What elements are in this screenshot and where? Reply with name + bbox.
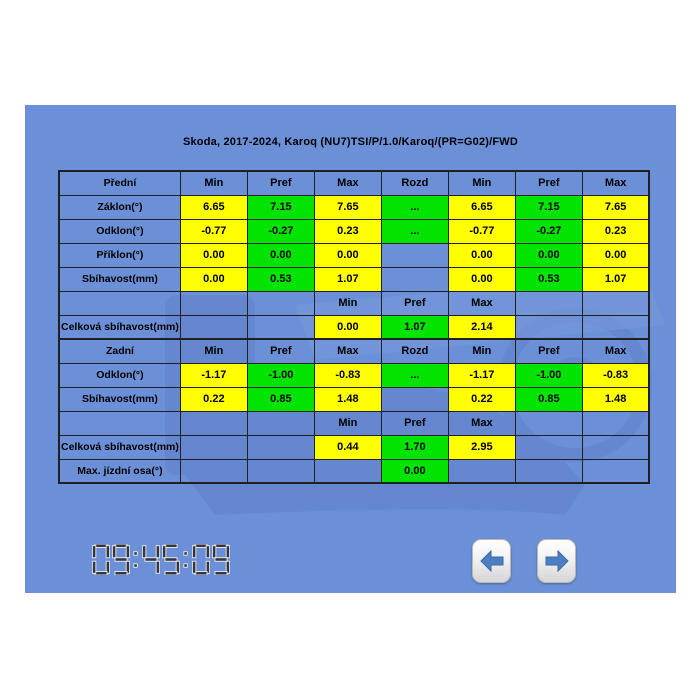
- previous-button[interactable]: [472, 539, 511, 583]
- spec-value-cell: [247, 291, 314, 315]
- spec-value-cell: 0.00: [448, 267, 515, 291]
- spec-value-cell: [582, 291, 649, 315]
- row-label-cell: [59, 411, 180, 435]
- spec-value-cell: Max: [448, 291, 515, 315]
- spec-value-cell: Min: [448, 171, 515, 195]
- spec-value-cell: [180, 315, 247, 339]
- front-sai-row: [59, 243, 649, 267]
- spec-value-cell: [247, 435, 314, 459]
- front-total-toe-row: [59, 315, 649, 339]
- rear-camber-row: [59, 363, 649, 387]
- spec-value-cell: 0.00: [381, 459, 448, 483]
- spec-value-cell: Max: [582, 171, 649, 195]
- spec-value-cell: 6.65: [180, 195, 247, 219]
- spec-value-cell: [381, 387, 448, 411]
- spec-value-cell: 1.48: [314, 387, 381, 411]
- clock-colon: [132, 544, 140, 575]
- clock-digit: [112, 544, 130, 575]
- vehicle-spec-title: Skoda, 2017-2024, Karoq (NU7)TSI/P/1.0/Karoq/(PR=G02)/FWD: [182, 136, 519, 148]
- row-label-cell: Sbíhavost(mm): [59, 267, 180, 291]
- spec-value-cell: 6.65: [448, 195, 515, 219]
- clock-colon: [182, 544, 190, 575]
- spec-value-cell: Pref: [515, 339, 582, 363]
- spec-value-cell: 0.00: [582, 243, 649, 267]
- spec-value-cell: [314, 459, 381, 483]
- row-label-cell: Přední: [59, 171, 180, 195]
- spec-value-cell: [247, 315, 314, 339]
- spec-value-cell: 0.22: [448, 387, 515, 411]
- spec-value-cell: 0.22: [180, 387, 247, 411]
- front-caster-row: [59, 195, 649, 219]
- spec-value-cell: ...: [381, 363, 448, 387]
- spec-value-cell: Min: [180, 339, 247, 363]
- spec-value-cell: -0.83: [314, 363, 381, 387]
- spec-value-cell: 1.07: [381, 315, 448, 339]
- clock-digit: [192, 544, 210, 575]
- row-label-cell: Sbíhavost(mm): [59, 387, 180, 411]
- spec-value-cell: 1.70: [381, 435, 448, 459]
- spec-value-cell: -1.17: [180, 363, 247, 387]
- spec-value-cell: [247, 459, 314, 483]
- spec-value-cell: Pref: [381, 411, 448, 435]
- spec-value-cell: 0.85: [515, 387, 582, 411]
- clock-digit: [142, 544, 160, 575]
- spec-value-cell: -0.77: [448, 219, 515, 243]
- spec-value-cell: ...: [381, 195, 448, 219]
- spec-value-cell: Min: [314, 411, 381, 435]
- row-label-cell: [59, 291, 180, 315]
- left-arrow-icon: [478, 549, 506, 573]
- spec-value-cell: [515, 459, 582, 483]
- spec-value-cell: 7.65: [582, 195, 649, 219]
- spec-value-cell: Pref: [247, 171, 314, 195]
- clock-display: [92, 543, 230, 575]
- spec-table-body: [59, 171, 649, 483]
- spec-value-cell: [381, 267, 448, 291]
- front-header-row: [59, 171, 649, 195]
- spec-value-cell: [180, 435, 247, 459]
- spec-value-cell: 0.00: [180, 243, 247, 267]
- front-total-toe-header-row: [59, 291, 649, 315]
- spec-value-cell: Pref: [381, 291, 448, 315]
- clock-digit: [212, 544, 230, 575]
- row-label-cell: Max. jízdní osa(°): [59, 459, 180, 483]
- row-label-cell: Celková sbíhavost(mm): [59, 315, 180, 339]
- spec-value-cell: -0.27: [247, 219, 314, 243]
- spec-value-cell: -1.00: [515, 363, 582, 387]
- front-toe-row: [59, 267, 649, 291]
- spec-value-cell: 1.48: [582, 387, 649, 411]
- spec-value-cell: Max: [314, 171, 381, 195]
- spec-value-cell: Max: [314, 339, 381, 363]
- spec-value-cell: [582, 411, 649, 435]
- spec-value-cell: 7.15: [515, 195, 582, 219]
- spec-value-cell: [582, 459, 649, 483]
- clock-digit: [162, 544, 180, 575]
- spec-value-cell: [515, 291, 582, 315]
- spec-value-cell: 0.00: [314, 315, 381, 339]
- rear-header-row: [59, 339, 649, 363]
- spec-value-cell: [180, 459, 247, 483]
- spec-value-cell: -0.83: [582, 363, 649, 387]
- thrust-angle-row: [59, 459, 649, 483]
- spec-value-cell: Pref: [247, 339, 314, 363]
- spec-value-cell: [515, 411, 582, 435]
- spec-value-cell: 0.00: [448, 243, 515, 267]
- spec-value-cell: ...: [381, 219, 448, 243]
- row-label-cell: Zadní: [59, 339, 180, 363]
- spec-value-cell: [582, 435, 649, 459]
- alignment-spec-table: [58, 170, 650, 484]
- spec-value-cell: 0.85: [247, 387, 314, 411]
- spec-value-cell: 2.14: [448, 315, 515, 339]
- rear-total-toe-header-row: [59, 411, 649, 435]
- spec-value-cell: [180, 411, 247, 435]
- spec-value-cell: -1.17: [448, 363, 515, 387]
- spec-value-cell: Min: [180, 171, 247, 195]
- row-label-cell: Celková sbíhavost(mm): [59, 435, 180, 459]
- spec-value-cell: Max: [448, 411, 515, 435]
- spec-value-cell: Rozd: [381, 171, 448, 195]
- next-button[interactable]: [537, 539, 576, 583]
- spec-value-cell: 0.00: [180, 267, 247, 291]
- rear-toe-row: [59, 387, 649, 411]
- right-arrow-icon: [543, 549, 571, 573]
- spec-value-cell: Max: [582, 339, 649, 363]
- spec-value-cell: [582, 315, 649, 339]
- spec-value-cell: [381, 243, 448, 267]
- spec-value-cell: 0.44: [314, 435, 381, 459]
- row-label-cell: Odklon(°): [59, 219, 180, 243]
- spec-value-cell: 0.23: [314, 219, 381, 243]
- clock-digit: [92, 544, 110, 575]
- spec-value-cell: -0.77: [180, 219, 247, 243]
- row-label-cell: Příklon(°): [59, 243, 180, 267]
- spec-value-cell: Min: [448, 339, 515, 363]
- spec-value-cell: 0.23: [582, 219, 649, 243]
- main-panel: [25, 105, 676, 593]
- spec-value-cell: 0.00: [247, 243, 314, 267]
- spec-value-cell: [515, 315, 582, 339]
- row-label-cell: Odklon(°): [59, 363, 180, 387]
- spec-value-cell: Rozd: [381, 339, 448, 363]
- spec-value-cell: [448, 459, 515, 483]
- spec-value-cell: 0.53: [515, 267, 582, 291]
- spec-value-cell: [247, 411, 314, 435]
- spec-value-cell: 2.95: [448, 435, 515, 459]
- rear-total-toe-row: [59, 435, 649, 459]
- spec-value-cell: Pref: [515, 171, 582, 195]
- row-label-cell: Záklon(°): [59, 195, 180, 219]
- spec-value-cell: 1.07: [314, 267, 381, 291]
- spec-value-cell: [180, 291, 247, 315]
- spec-value-cell: 7.15: [247, 195, 314, 219]
- front-camber-row: [59, 219, 649, 243]
- spec-value-cell: 0.00: [314, 243, 381, 267]
- spec-value-cell: -0.27: [515, 219, 582, 243]
- spec-value-cell: [515, 435, 582, 459]
- spec-value-cell: -1.00: [247, 363, 314, 387]
- spec-value-cell: Min: [314, 291, 381, 315]
- spec-value-cell: 7.65: [314, 195, 381, 219]
- spec-value-cell: 0.00: [515, 243, 582, 267]
- spec-value-cell: 0.53: [247, 267, 314, 291]
- spec-value-cell: 1.07: [582, 267, 649, 291]
